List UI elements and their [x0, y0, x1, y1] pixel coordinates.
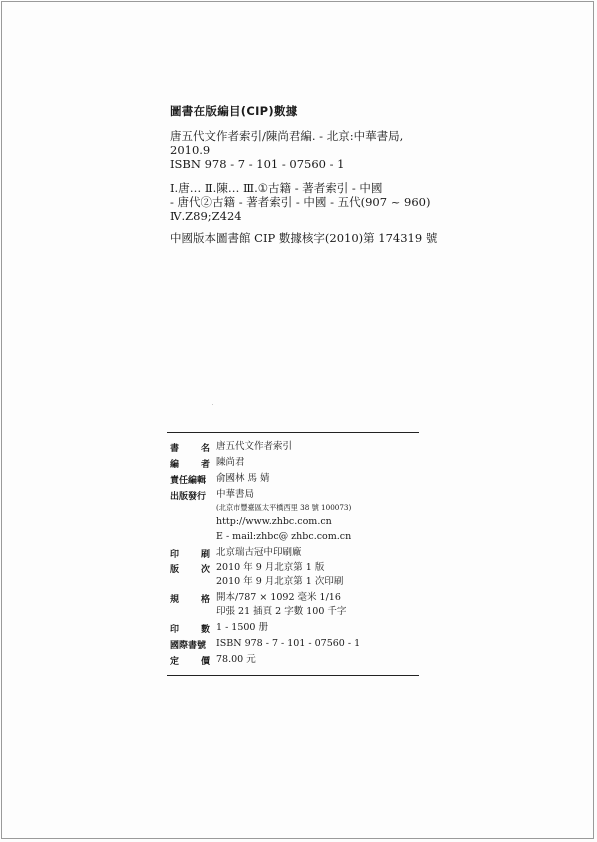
cip-line: 2010.9 [170, 143, 211, 157]
cip-line: 唐五代文作者索引/陳尚君編. - 北京:中華書局, [170, 129, 404, 143]
imprint-value: 開本/787 × 1092 毫米 1/16 [216, 592, 341, 603]
imprint-label: 印 刷 [170, 550, 210, 560]
imprint-label: 規 格 [170, 595, 210, 605]
imprint-label: 定 價 [170, 657, 210, 667]
imprint-value: 北京瑞古冠中印刷廠 [216, 547, 302, 558]
imprint-value: 1 - 1500 册 [216, 622, 268, 633]
imprint-value: 印張 21 插頁 2 字數 100 千字 [216, 606, 347, 617]
imprint-label: 國際書號 [170, 641, 207, 651]
paper-speck [212, 404, 213, 405]
imprint-label: 出版發行 [170, 492, 207, 502]
imprint-value: 78.00 元 [216, 654, 256, 665]
imprint-value: 2010 年 9 月北京第 1 次印刷 [216, 576, 344, 587]
imprint-top-rule [167, 432, 419, 433]
cip-data-number: 中國版本圖書館 CIP 數據核字(2010)第 174319 號 [170, 231, 438, 245]
imprint-label: 編 者 [170, 460, 210, 470]
publisher-website: http://www.zhbc.com.cn [216, 516, 332, 527]
cip-line: Ⅰ.唐… Ⅱ.陳… Ⅲ.①古籍 - 著者索引 - 中國 [170, 181, 383, 195]
cip-line: ISBN 978 - 7 - 101 - 07560 - 1 [170, 157, 345, 171]
imprint-label: 印 數 [170, 625, 210, 635]
imprint-bottom-rule [167, 675, 419, 676]
imprint-label: 責任編輯 [170, 476, 207, 486]
cip-line: - 唐代②古籍 - 著者索引 - 中國 - 五代(907 ~ 960) [170, 195, 431, 209]
imprint-label: 版 次 [170, 565, 210, 575]
imprint-value: ISBN 978 - 7 - 101 - 07560 - 1 [216, 638, 361, 649]
page-border [1, 1, 594, 839]
imprint-value: 俞國林 馬 婧 [216, 473, 270, 484]
cip-title: 圖書在版編目(CIP)數據 [170, 104, 298, 118]
imprint-value: 陳尚君 [216, 457, 245, 468]
cip-line: Ⅳ.Z89;Z424 [170, 209, 242, 223]
imprint-value: 2010 年 9 月北京第 1 版 [216, 562, 325, 573]
publisher-email: E - mail:zhbc@ zhbc.com.cn [216, 531, 352, 542]
imprint-label: 書 名 [170, 444, 210, 454]
imprint-value: 唐五代文作者索引 [216, 441, 293, 452]
publisher-address: (北京市豐臺區太平橋西里 38 號 100073) [216, 503, 352, 512]
publisher-name: 中華書局 [216, 489, 255, 500]
